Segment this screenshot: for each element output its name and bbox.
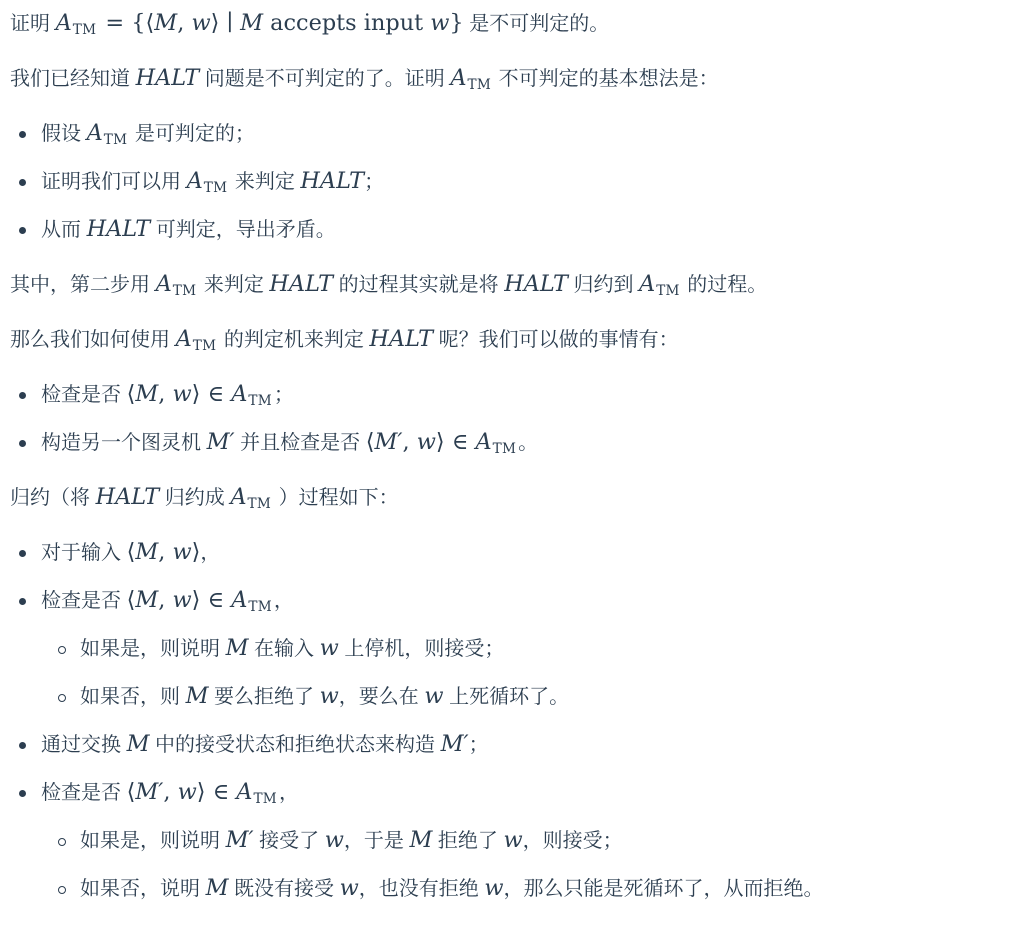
text-run: 可判定，导出矛盾。 bbox=[150, 219, 336, 241]
text-run: 要么拒绝了 bbox=[208, 686, 320, 708]
math-variable: w bbox=[324, 827, 344, 853]
bullet-disc-icon bbox=[19, 179, 26, 186]
text-run: 证明我们可以用 bbox=[41, 171, 187, 193]
bullet-circle-icon bbox=[58, 838, 66, 846]
math-variable: w bbox=[339, 875, 359, 901]
text-run: 接受了 bbox=[253, 830, 325, 852]
math-variable: HALT bbox=[135, 65, 200, 91]
bullet-disc-icon bbox=[19, 598, 26, 605]
reduction-note-paragraph bbox=[10, 271, 1001, 300]
text-run: 通过交换 bbox=[41, 734, 127, 756]
math-subscript: TM bbox=[247, 495, 272, 512]
text-run: 假设 bbox=[41, 123, 87, 145]
text-run: 如果是，则说明 bbox=[80, 638, 226, 660]
math-subscript: TM bbox=[172, 282, 197, 299]
math-operator: , bbox=[163, 779, 178, 805]
text-run: 其中，第二步用 bbox=[10, 274, 156, 296]
text-run: 检查是否 bbox=[41, 782, 127, 804]
math-variable: w bbox=[319, 635, 339, 661]
list-item bbox=[10, 779, 1001, 904]
math-subscript: TM bbox=[248, 598, 272, 615]
math-variable: w bbox=[319, 683, 339, 709]
math-variable: M bbox=[225, 635, 249, 661]
math-variable: M bbox=[135, 587, 159, 613]
math-operator: , bbox=[158, 587, 173, 613]
math-operator: ⟨ bbox=[126, 587, 136, 613]
text-run: 并且检查是否 bbox=[234, 432, 366, 454]
text-run: 证明 bbox=[10, 13, 56, 35]
text-run: 检查是否 bbox=[41, 590, 127, 612]
text-run: 如果否，则 bbox=[80, 686, 186, 708]
math-variable: w bbox=[484, 875, 504, 901]
text-run: 检查是否 bbox=[41, 384, 127, 406]
list-item bbox=[10, 120, 1001, 149]
text-run: 上停机，则接受； bbox=[338, 638, 505, 660]
math-variable: M′ bbox=[135, 779, 164, 805]
text-run: ； bbox=[468, 734, 489, 756]
math-subscript: TM bbox=[72, 21, 97, 38]
text-run: 归约（将 bbox=[10, 487, 96, 509]
list-item bbox=[10, 539, 1001, 568]
math-variable: A bbox=[639, 271, 656, 297]
math-variable: w bbox=[430, 10, 450, 36]
text-run: 归约成 bbox=[159, 487, 231, 509]
math-subscript: TM bbox=[253, 790, 277, 807]
bullet-disc-icon bbox=[19, 742, 26, 749]
bullet-circle-icon bbox=[58, 886, 66, 894]
bullet-circle-icon bbox=[58, 646, 66, 654]
text-run: ； bbox=[364, 171, 385, 193]
bullet-disc-icon bbox=[19, 392, 26, 399]
math-subscript: TM bbox=[248, 392, 272, 409]
intro-paragraph bbox=[10, 65, 1001, 94]
math-variable: M bbox=[185, 683, 209, 709]
bullet-disc-icon bbox=[19, 131, 26, 138]
nested-list-item bbox=[49, 635, 1001, 664]
text-run: ）过程如下： bbox=[273, 487, 399, 509]
text-run: ； bbox=[273, 384, 294, 406]
text-run: ， bbox=[273, 590, 294, 612]
text-run: 呢？我们可以做的事情有： bbox=[433, 329, 679, 351]
text-run: ， bbox=[200, 542, 221, 564]
math-variable: M′ bbox=[206, 429, 235, 455]
math-subscript: TM bbox=[192, 337, 217, 354]
text-run: 如果是，则说明 bbox=[80, 830, 226, 852]
math-operator: } bbox=[449, 10, 464, 36]
math-variable: w bbox=[172, 381, 192, 407]
math-variable: A bbox=[231, 381, 248, 407]
nested-list-item bbox=[49, 875, 1001, 904]
math-operator: ⟩ ∣ bbox=[210, 10, 241, 36]
math-operator: ⟨ bbox=[126, 381, 136, 407]
math-variable: M bbox=[135, 539, 159, 565]
math-operator: ⟩ bbox=[191, 539, 201, 565]
math-operator: , bbox=[177, 10, 192, 36]
text-run: ， bbox=[279, 782, 299, 804]
bullet-circle-icon bbox=[58, 694, 66, 702]
math-operator: ⟨ bbox=[126, 779, 136, 805]
math-variable: HALT bbox=[300, 168, 365, 194]
math-variable: M bbox=[135, 381, 159, 407]
math-variable: w bbox=[172, 587, 192, 613]
text-run: 来判定 bbox=[229, 171, 301, 193]
reduction-intro-paragraph bbox=[10, 484, 1001, 513]
text-run: 不可判定的基本想法是： bbox=[493, 68, 719, 90]
math-operator: , bbox=[158, 539, 173, 565]
math-variable: A bbox=[450, 65, 467, 91]
text-run: 拒绝了 bbox=[432, 830, 504, 852]
list-item bbox=[10, 587, 1001, 712]
math-variable: A bbox=[475, 429, 492, 455]
text-run: ，要么在 bbox=[338, 686, 425, 708]
math-operator: ⟨ bbox=[126, 539, 136, 565]
list-item bbox=[10, 216, 1001, 245]
math-variable: M′ bbox=[374, 429, 403, 455]
math-variable: M bbox=[240, 10, 264, 36]
text-run: 是不可判定的。 bbox=[463, 13, 610, 35]
math-variable: w bbox=[172, 539, 192, 565]
text-run: 在输入 bbox=[248, 638, 320, 660]
math-variable: w bbox=[177, 779, 197, 805]
math-variable: M′ bbox=[225, 827, 254, 853]
text-run: 。 bbox=[518, 432, 539, 454]
math-operator: , bbox=[402, 429, 417, 455]
math-variable: HALT bbox=[86, 216, 151, 242]
math-operator: ⟩ ∈ bbox=[196, 779, 237, 805]
math-subscript: TM bbox=[656, 282, 680, 299]
reduction-steps-list bbox=[10, 539, 1001, 904]
text-run: 的判定机来判定 bbox=[218, 329, 370, 351]
math-operator: ⟨ bbox=[365, 429, 375, 455]
text-run: 从而 bbox=[41, 219, 87, 241]
math-variable: w bbox=[416, 429, 436, 455]
math-operator: = {⟨ bbox=[98, 10, 155, 36]
math-variable: M bbox=[126, 731, 150, 757]
math-variable: w bbox=[191, 10, 211, 36]
math-variable: A bbox=[236, 779, 253, 805]
question-paragraph bbox=[10, 326, 1001, 355]
text-run: 我们已经知道 bbox=[10, 68, 136, 90]
math-subscript: TM bbox=[467, 76, 492, 93]
math-operator: ⟩ ∈ bbox=[191, 587, 232, 613]
text-run: 问题是不可判定的了。证明 bbox=[199, 68, 451, 90]
math-subscript: TM bbox=[492, 440, 517, 457]
math-operator: ⟩ ∈ bbox=[191, 381, 232, 407]
text-run: 来判定 bbox=[198, 274, 270, 296]
nested-list-item bbox=[49, 683, 1001, 712]
math-variable: A bbox=[231, 587, 248, 613]
math-variable: HALT bbox=[269, 271, 334, 297]
text-run: 的过程其实就是将 bbox=[333, 274, 505, 296]
text-run: 是可判定的； bbox=[129, 123, 255, 145]
math-variable: HALT bbox=[504, 271, 568, 297]
text-run: 中的接受状态和拒绝状态来构造 bbox=[149, 734, 441, 756]
math-operator: ⟩ ∈ bbox=[435, 429, 476, 455]
math-variable: M bbox=[409, 827, 433, 853]
text-run: ，那么只能是死循环了，从而拒绝。 bbox=[503, 878, 824, 900]
proof-idea-list bbox=[10, 120, 1001, 245]
math-variable: A bbox=[155, 271, 172, 297]
list-item bbox=[10, 168, 1001, 197]
bullet-disc-icon bbox=[19, 790, 26, 797]
text-run: 归约到 bbox=[567, 274, 640, 296]
math-variable: M′ bbox=[440, 731, 469, 757]
math-variable: w bbox=[424, 683, 444, 709]
math-variable: M bbox=[205, 875, 229, 901]
math-subscript: TM bbox=[103, 131, 128, 148]
math-variable: A bbox=[186, 168, 203, 194]
bullet-disc-icon bbox=[19, 440, 26, 447]
text-run: 的过程。 bbox=[681, 274, 768, 296]
text-run: 那么我们如何使用 bbox=[10, 329, 176, 351]
math-operator: , bbox=[158, 381, 173, 407]
nested-list bbox=[49, 827, 1001, 904]
nested-list-item bbox=[49, 827, 1001, 856]
bullet-disc-icon bbox=[19, 227, 26, 234]
text-run: 构造另一个图灵机 bbox=[41, 432, 207, 454]
text-run: ，则接受； bbox=[522, 830, 623, 852]
text-run: 既没有接受 bbox=[228, 878, 340, 900]
text-run: 对于输入 bbox=[41, 542, 127, 564]
theorem-statement bbox=[10, 10, 1001, 39]
math-variable: M bbox=[154, 10, 178, 36]
math-variable: A bbox=[175, 326, 192, 352]
math-subscript: TM bbox=[203, 179, 228, 196]
math-variable: HALT bbox=[369, 326, 434, 352]
text-run: 上死循环了。 bbox=[443, 686, 570, 708]
math-variable: A bbox=[55, 10, 72, 36]
text-run: ，也没有拒绝 bbox=[358, 878, 485, 900]
math-variable: A bbox=[230, 484, 247, 510]
bullet-disc-icon bbox=[19, 550, 26, 557]
list-item bbox=[10, 429, 1001, 458]
math-variable: A bbox=[86, 120, 103, 146]
capabilities-list bbox=[10, 381, 1001, 458]
math-variable: w bbox=[503, 827, 523, 853]
text-run: 如果否，说明 bbox=[80, 878, 206, 900]
text-run: ，于是 bbox=[343, 830, 410, 852]
math-text: accepts input bbox=[263, 10, 431, 36]
math-variable: HALT bbox=[95, 484, 160, 510]
list-item bbox=[10, 381, 1001, 410]
nested-list bbox=[49, 635, 1001, 712]
list-item bbox=[10, 731, 1001, 760]
